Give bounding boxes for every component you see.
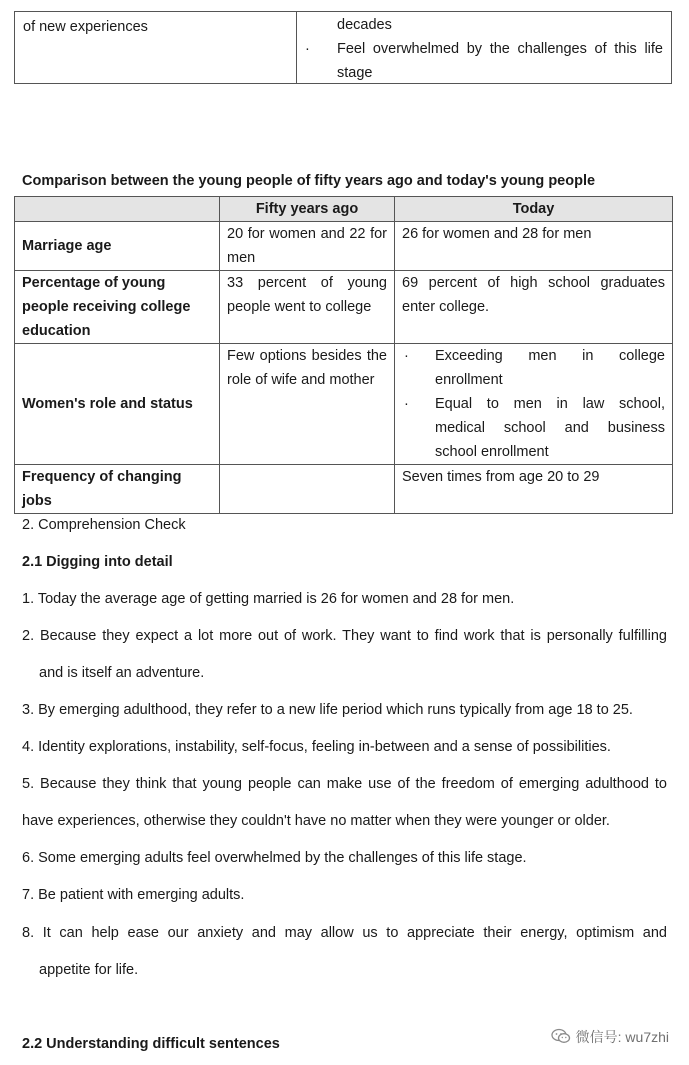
comparison-title: Comparison between the young people of fifty years ago and today's young people: [22, 173, 596, 189]
bullet-dot: ·: [305, 41, 310, 57]
header-fifty-years-ago: Fifty years ago: [220, 197, 395, 222]
cell-jobs-today: Seven times from age 20 to 29: [395, 465, 673, 514]
row-label-womens-role: Women's role and status: [15, 344, 220, 465]
answer-8: 8. It can help ease our anxiety and may allow us to appreciate their energy, optimism and: [22, 925, 667, 941]
prev-left-text: of new experiences: [23, 19, 148, 35]
header-today: Today: [395, 197, 673, 222]
answer-3: 3. By emerging adulthood, they refer to a new life period which runs typically from age 18 to 25.: [22, 702, 633, 718]
cell-college-today: 69 percent of high school graduates enter college.: [395, 271, 673, 344]
cell-womens-role-fifty: Few options besides the role of wife and mother: [220, 344, 395, 465]
watermark: [551, 1027, 669, 1047]
answer-2: 2. Because they expect a lot more out of work. They want to find work that is personally fulfilling: [22, 628, 667, 644]
answer-7: 7. Be patient with emerging adults.: [22, 887, 245, 903]
answer-4: 4. Identity explorations, instability, self-focus, feeling in-between and a sense of possibilities.: [22, 739, 611, 755]
answer-8-cont: appetite for life.: [39, 962, 139, 978]
list-item: · Equal to men in law school, medical school and business school enrollment: [402, 392, 665, 464]
comprehension-section: [22, 0, 667, 1065]
prev-right-bullet: · Feel overwhelmed by the challenges of this life stage: [297, 37, 663, 85]
row-label-marriage-age: Marriage age: [15, 222, 220, 271]
answer-1: 1. Today the average age of getting married is 26 for women and 28 for men.: [22, 591, 515, 607]
answer-5-cont: have experiences, otherwise they couldn't have no matter when they were younger or older.: [22, 813, 610, 829]
cell-marriage-today: 26 for women and 28 for men: [395, 222, 673, 271]
prev-right-line: decades: [337, 17, 392, 33]
digging-detail-heading: 2.1 Digging into detail: [22, 554, 173, 570]
watermark-text: 微信号: wu7zhi: [575, 1029, 669, 1045]
answer-5: 5. Because they think that young people can make use of the freedom of emerging adulthood to: [22, 776, 667, 792]
cell-college-fifty: 33 percent of young people went to college: [220, 271, 395, 344]
comprehension-heading: 2. Comprehension Check: [22, 517, 186, 533]
answer-6: 6. Some emerging adults feel overwhelmed by the challenges of this life stage.: [22, 850, 527, 866]
row-label-college-education: Percentage of young people receiving college education: [15, 271, 220, 344]
cell-marriage-fifty: 20 for women and 22 for men: [220, 222, 395, 271]
row-label-changing-jobs: Frequency of changing jobs: [15, 465, 220, 514]
list-item: · Exceeding men in college enrollment: [402, 344, 665, 392]
difficult-sentences-heading: 2.2 Understanding difficult sentences: [22, 1036, 280, 1052]
answer-2-cont: and is itself an adventure.: [39, 665, 205, 681]
wechat-icon: [551, 1028, 576, 1047]
bullet-dot: ·: [404, 348, 409, 364]
bullet-dot: ·: [404, 396, 409, 412]
